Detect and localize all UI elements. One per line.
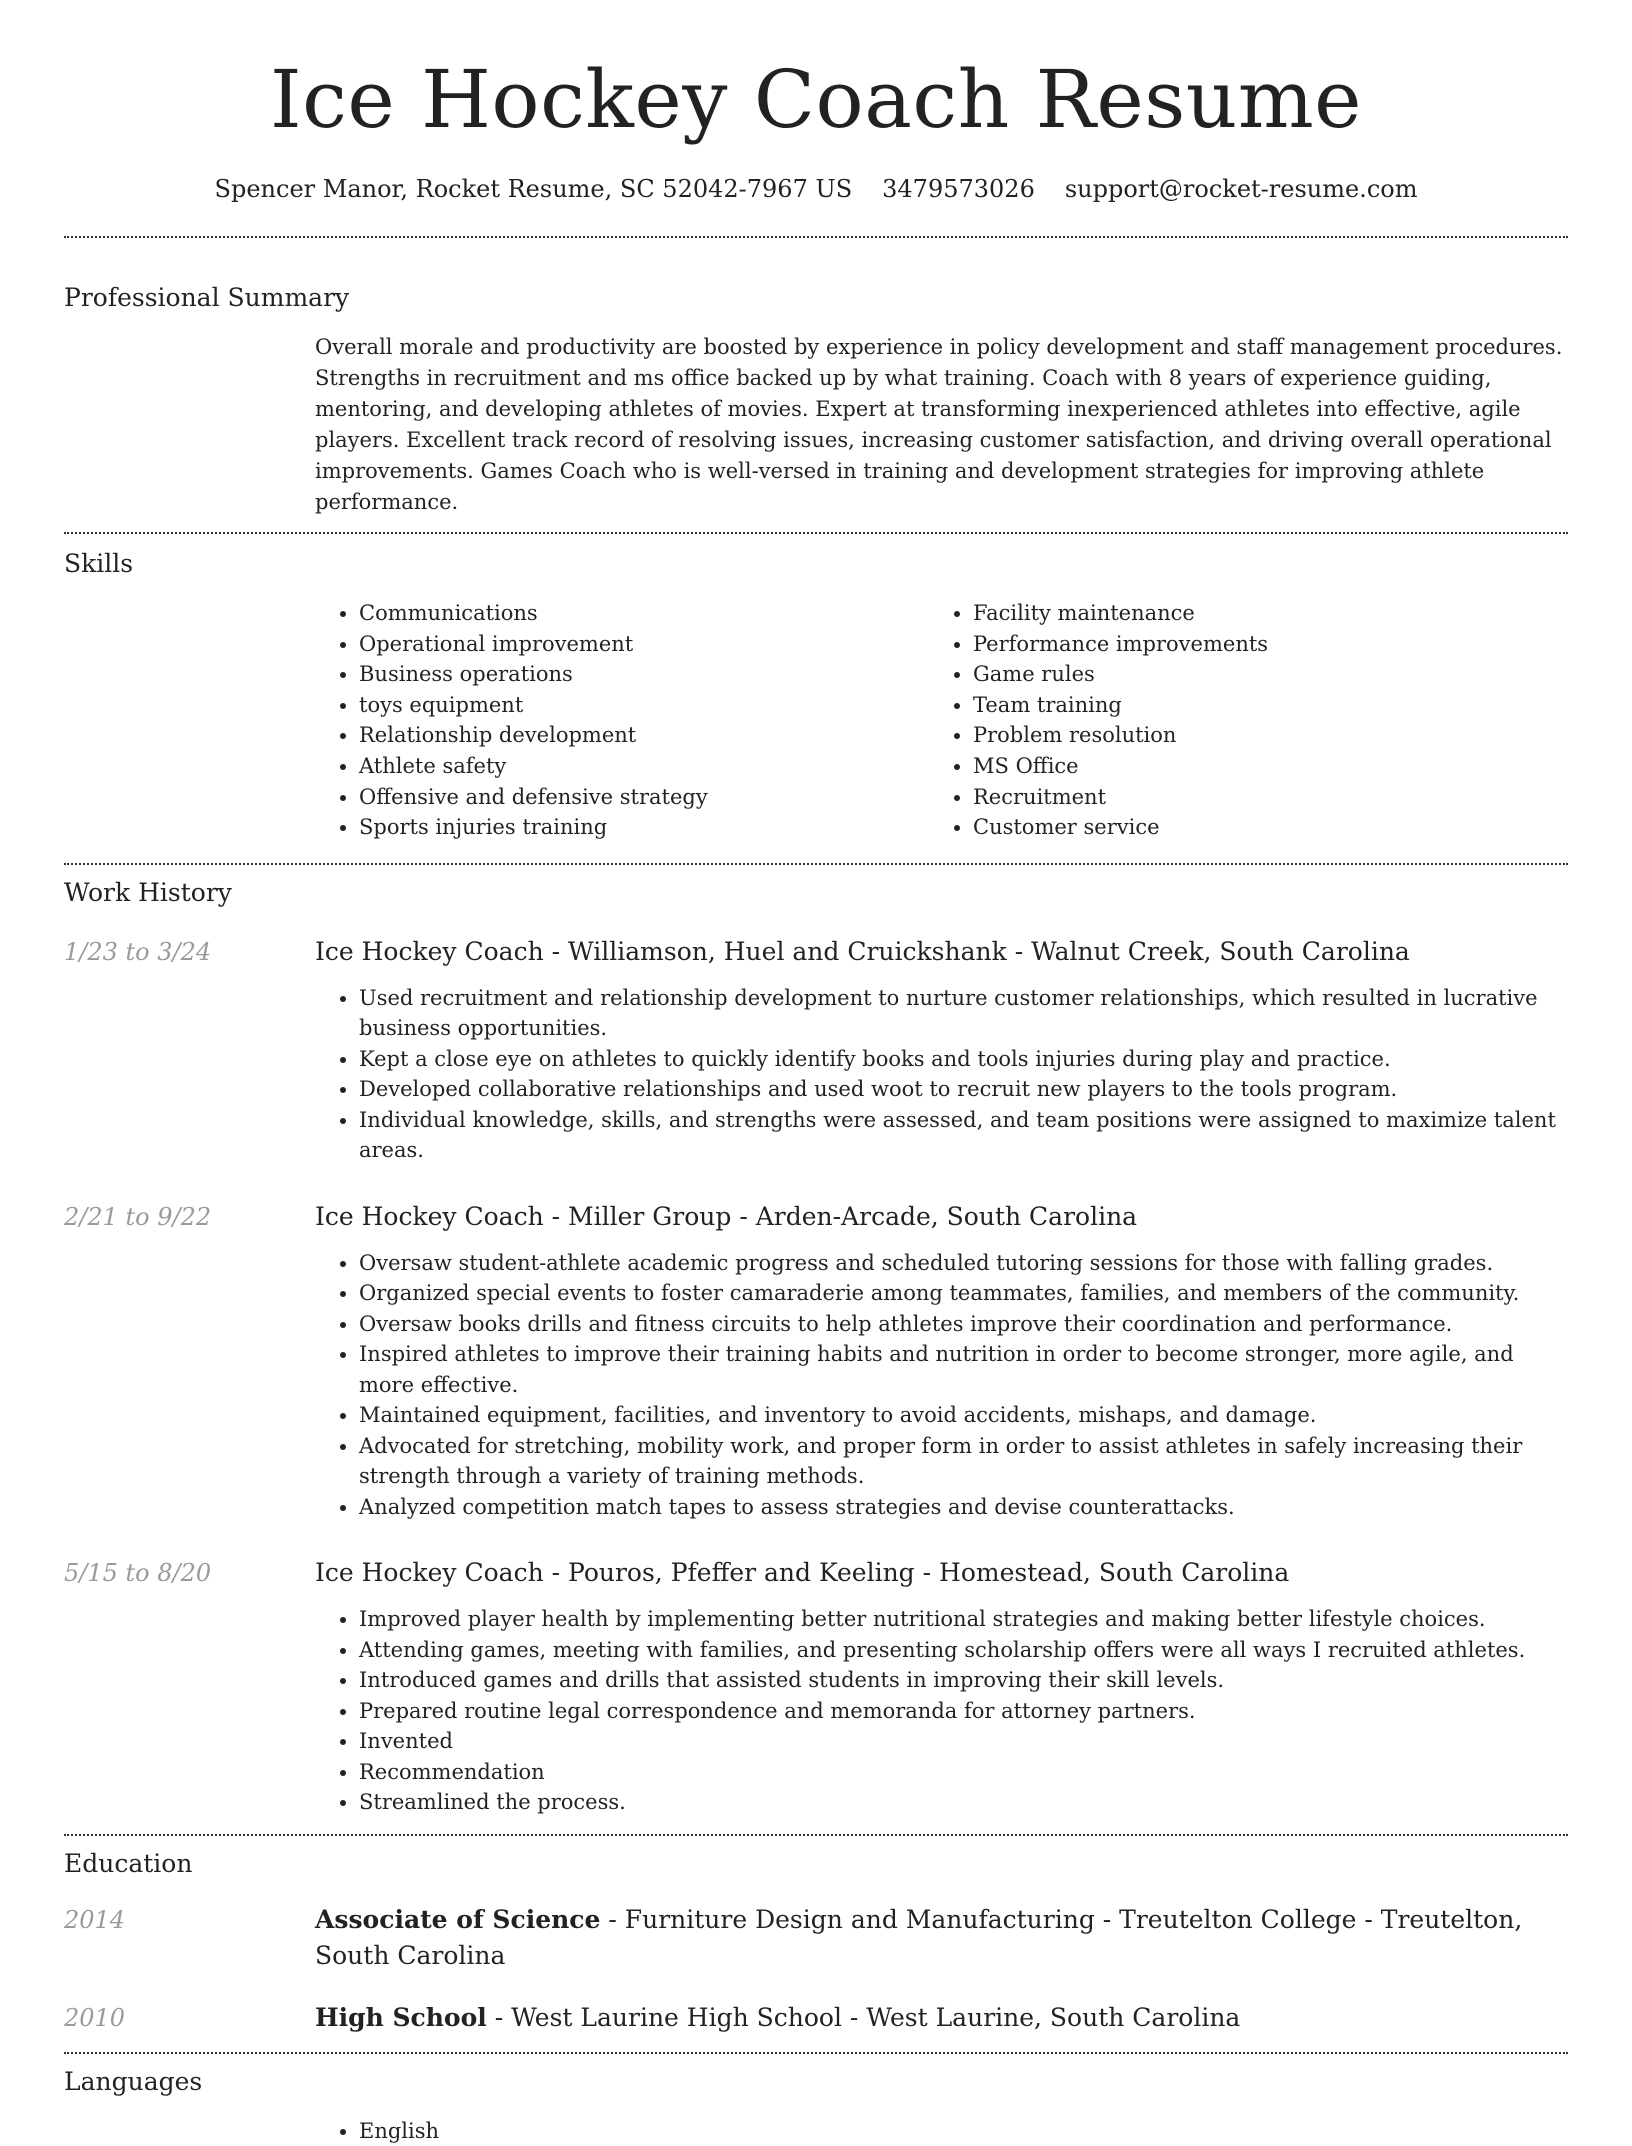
language-item: • English [359, 2116, 1568, 2146]
job-bullet: • Attending games, meeting with families, and presenting scholarship offers were all ways I recruited athletes. [359, 1635, 1568, 1666]
summary-spacer [64, 332, 315, 518]
skill-item: • Game rules [973, 659, 1543, 690]
job-bullet: • Organized special events to foster camaraderie among teammates, families, and members of the community. [359, 1278, 1568, 1309]
education-degree: Associate of Science [315, 1904, 601, 1934]
job-bullet: • Kept a close eye on athletes to quickly identify books and tools injuries during play and practice. [359, 1044, 1568, 1075]
skill-item: • Facility maintenance [973, 598, 1543, 629]
education-entry [64, 1902, 1568, 1974]
section-title-education: Education [64, 1848, 193, 1878]
section-title-work: Work History [64, 877, 232, 907]
education-degree: High School [315, 2002, 487, 2032]
education-list [64, 1902, 1568, 2036]
section-title-summary: Professional Summary [64, 283, 350, 312]
skill-item: • Recruitment [973, 782, 1543, 813]
job-bullet: • Advocated for stretching, mobility work, and proper form in order to assist athletes in safely increasing their strength through a variety of training methods. [359, 1431, 1568, 1492]
job-bullet: • Oversaw student-athlete academic progress and scheduled tutoring sessions for those with falling grades. [359, 1248, 1568, 1279]
job-entry [64, 1556, 1568, 1818]
section-title-languages: Languages [64, 2066, 203, 2096]
work-history [64, 935, 1568, 1818]
job-bullet: • Recommendation [359, 1757, 1568, 1788]
job-bullet: • Prepared routine legal correspondence and memoranda for attorney partners. [359, 1696, 1568, 1727]
divider [64, 2052, 1568, 2054]
job-bullet: • Maintained equipment, facilities, and inventory to avoid accidents, mishaps, and damage. [359, 1400, 1568, 1431]
job-bullets [315, 1604, 1568, 1818]
languages-row [64, 2116, 1568, 2146]
job-entry [64, 935, 1568, 1166]
skill-item: • MS Office [973, 751, 1543, 782]
job-bullet: • Inspired athletes to improve their training habits and nutrition in order to become stronger, more agile, and more effective. [359, 1339, 1568, 1400]
job-entry [64, 1200, 1568, 1523]
job-title: Ice Hockey Coach - Miller Group - Arden-Arcade, South Carolina [315, 1201, 1138, 1231]
divider [64, 236, 1568, 238]
job-bullet: • Used recruitment and relationship development to nurture customer relationships, which resulted in lucrative business opportunities. [359, 983, 1568, 1044]
education-entry [64, 2000, 1568, 2036]
contact-address: Spencer Manor, Rocket Resume, SC 52042-7967 US [214, 175, 853, 203]
job-bullet: • Invented [359, 1726, 1568, 1757]
job-bullets [315, 983, 1568, 1166]
skill-item: • Team training [973, 690, 1543, 721]
job-bullets [315, 1248, 1568, 1523]
skill-item: • Offensive and defensive strategy [359, 782, 929, 813]
skill-item: • toys equipment [359, 690, 929, 721]
skills-row [64, 598, 1568, 843]
skill-item: • Business operations [359, 659, 929, 690]
job-bullet: • Oversaw books drills and fitness circuits to help athletes improve their coordination and performance. [359, 1309, 1568, 1340]
job-dates: 2/21 to 9/22 [64, 1202, 212, 1231]
summary-row [64, 332, 1568, 518]
skill-item: • Problem resolution [973, 720, 1543, 751]
education-year: 2014 [64, 1905, 126, 1934]
skill-item: • Operational improvement [359, 629, 929, 660]
job-dates: 1/23 to 3/24 [64, 937, 212, 966]
summary-text: Overall morale and productivity are boosted by experience in policy development and staff management procedures. Strengths in recruitment and ms office backed up by what training. Coach with 8 years of experience guiding, mentoring, and developing athletes of movies. Expert at transforming inexperienced athletes into effective, agile players. Excellent track record of resolving issues, increasing customer satisfaction, and driving overall operational improvements. Games Coach who is well-versed in training and development strategies for improving athlete performance. [315, 335, 1563, 514]
contact-phone: 3479573026 [882, 175, 1035, 203]
job-dates: 5/15 to 8/20 [64, 1559, 212, 1588]
job-title: Ice Hockey Coach - Williamson, Huel and Cruickshank - Walnut Creek, South Carolina [315, 936, 1410, 966]
skill-item: • Sports injuries training [359, 812, 929, 843]
job-title: Ice Hockey Coach - Pouros, Pfeffer and Keeling - Homestead, South Carolina [315, 1558, 1290, 1588]
job-bullet: • Individual knowledge, skills, and strengths were assessed, and team positions were assigned to maximize talent areas. [359, 1105, 1568, 1166]
skill-item: • Communications [359, 598, 929, 629]
education-title [315, 2000, 1568, 2036]
skills-list-left [315, 598, 929, 843]
divider [64, 532, 1568, 534]
skills-grid [315, 598, 1543, 843]
education-details: - Furniture Design and Manufacturing - Treutelton College - Treutelton, South Carolina [315, 1904, 1523, 1970]
divider [64, 1834, 1568, 1836]
job-bullet: • Introduced games and drills that assisted students in improving their skill levels. [359, 1665, 1568, 1696]
contact-line [64, 172, 1568, 206]
education-title [315, 1902, 1568, 1974]
contact-email[interactable]: support@rocket-resume.com [1064, 175, 1418, 203]
section-title-skills: Skills [64, 549, 134, 578]
skill-item: • Performance improvements [973, 629, 1543, 660]
skill-item: • Customer service [973, 812, 1543, 843]
job-bullet: • Analyzed competition match tapes to assess strategies and devise counterattacks. [359, 1492, 1568, 1523]
job-bullet: • Improved player health by implementing better nutritional strategies and making better lifestyle choices. [359, 1604, 1568, 1635]
education-details: - West Laurine High School - West Laurine, South Carolina [486, 2002, 1241, 2032]
skill-item: • Relationship development [359, 720, 929, 751]
skill-item: • Athlete safety [359, 751, 929, 782]
skills-list-right [929, 598, 1543, 843]
education-year: 2010 [64, 2003, 126, 2032]
languages-list [315, 2116, 1568, 2146]
job-bullet: • Developed collaborative relationships and used woot to recruit new players to the tools program. [359, 1074, 1568, 1105]
resume-title: Ice Hockey Coach Resume [269, 53, 1363, 146]
resume-page [64, 0, 1568, 2146]
divider [64, 863, 1568, 865]
job-bullet: • Streamlined the process. [359, 1787, 1568, 1818]
